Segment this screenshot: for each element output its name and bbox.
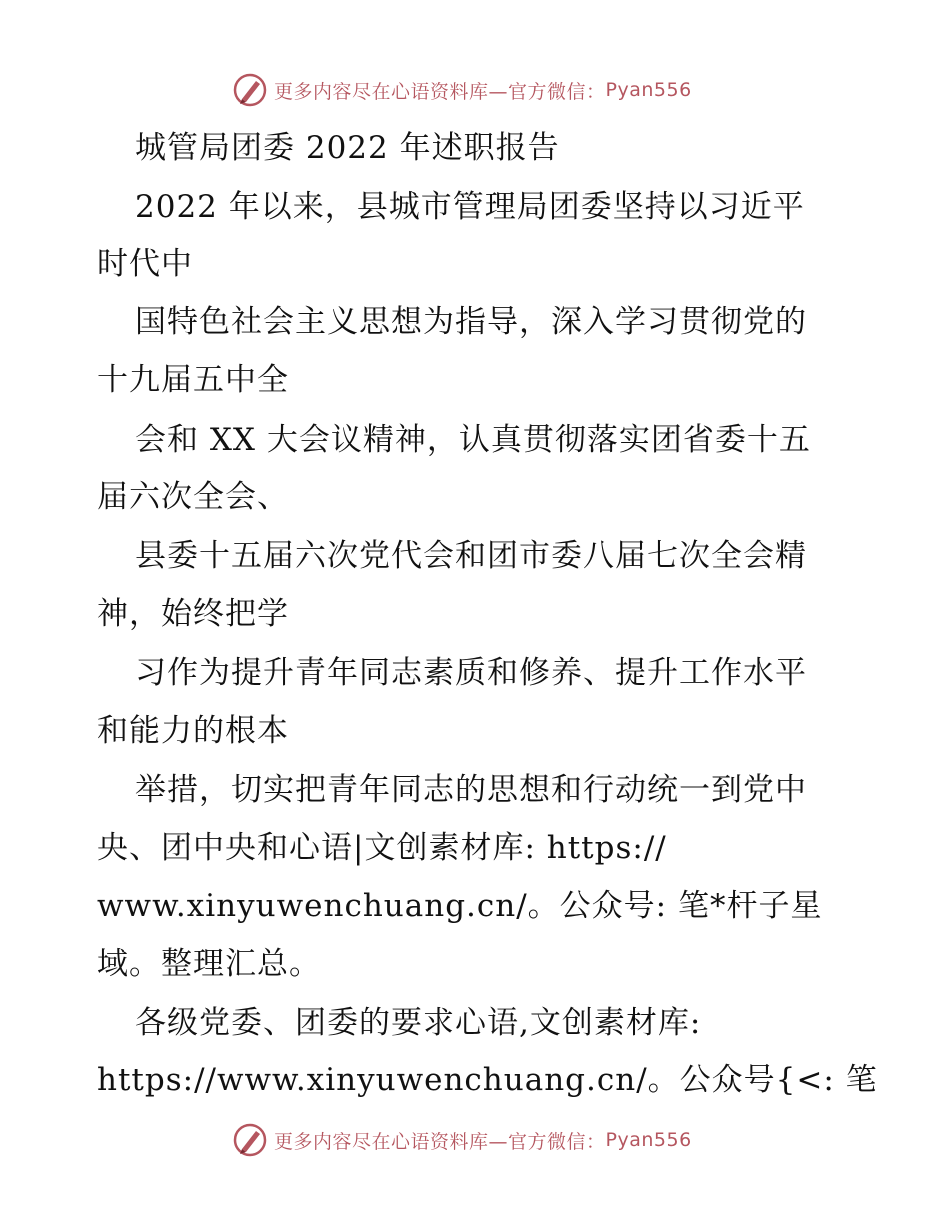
paragraph-line: 时代中: [97, 246, 193, 282]
paragraph-line: 央、团中央和心语|文创素材库: https://: [97, 830, 667, 866]
paragraph-line: 国特色社会主义思想为指导，深入学习贯彻党的: [135, 304, 807, 340]
paragraph-line: https://www.xinyuwenchuang.cn/。公众号{<: 笔: [97, 1062, 878, 1098]
paragraph-line: 会和 XX 大会议精神，认真贯彻落实团省委十五: [135, 422, 811, 458]
paragraph-line: 域。整理汇总。: [97, 946, 321, 982]
paragraph-line: 2022 年以来，县城市管理局团委坚持以习近平: [135, 189, 805, 225]
paragraph-line: 县委十五届六次党代会和团市委八届七次全会精: [135, 538, 807, 574]
footer-banner-text: 更多内容尽在心语资料库—官方微信：: [274, 1130, 606, 1153]
paragraph-line: www.xinyuwenchuang.cn/。公众号: 笔*杆子星: [97, 888, 823, 924]
header-banner-text: 更多内容尽在心语资料库—官方微信：: [274, 80, 606, 103]
paragraph-line: 举措，切实把青年同志的思想和行动统一到党中: [135, 772, 807, 808]
header-wechat-id: Pyan556: [605, 79, 692, 101]
paragraph-line: 习作为提升青年同志素质和修养、提升工作水平: [135, 655, 807, 691]
document-title: 城管局团委 2022 年述职报告: [135, 130, 560, 166]
footer-banner: [232, 1122, 692, 1158]
paragraph-line: 各级党委、团委的要求心语,文创素材库:: [135, 1005, 702, 1041]
paragraph-line: 和能力的根本: [97, 713, 289, 749]
paragraph-line: 十九届五中全: [97, 362, 289, 398]
footer-wechat-id: Pyan556: [605, 1129, 692, 1151]
pen-logo-icon: [232, 1122, 268, 1158]
paragraph-line: 神，始终把学: [97, 596, 289, 632]
paragraph-line: 届六次全会、: [97, 479, 289, 515]
